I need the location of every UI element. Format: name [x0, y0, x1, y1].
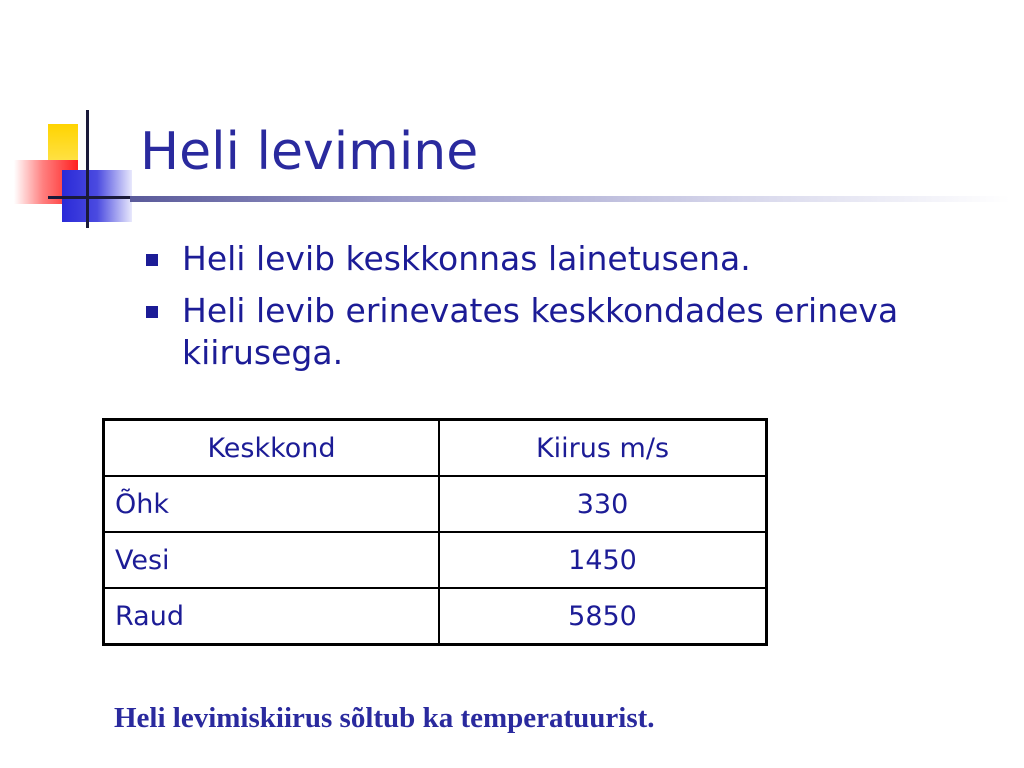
table-header-row	[104, 420, 767, 477]
cell-medium: Vesi	[104, 532, 440, 588]
cell-speed: 330	[439, 476, 767, 532]
cell-speed: 5850	[439, 588, 767, 645]
header-speed: Kiirus m/s	[439, 420, 767, 477]
bullet-item	[142, 238, 942, 280]
footer-note: Heli levimiskiirus sõltub ka temperatuurist.	[114, 702, 655, 734]
cell-speed: 1450	[439, 532, 767, 588]
table-row	[104, 588, 767, 645]
title-underline	[130, 196, 1010, 202]
slide-title: Heli levimine	[140, 122, 479, 182]
bullet-item	[142, 290, 942, 374]
bullet-text: Heli levib erinevates keskkondades erineva kiirusega.	[182, 291, 899, 372]
sound-speed-table	[102, 418, 768, 646]
header-medium: Keskkond	[104, 420, 440, 477]
table-row	[104, 532, 767, 588]
square-bullet-icon	[146, 254, 158, 266]
cell-medium: Raud	[104, 588, 440, 645]
square-bullet-icon	[146, 306, 158, 318]
table-row	[104, 476, 767, 532]
cell-medium: Õhk	[104, 476, 440, 532]
decor-vertical-line	[86, 110, 89, 228]
decor-horizontal-line	[48, 196, 138, 199]
bullet-text: Heli levib keskkonnas lainetusena.	[182, 239, 751, 278]
bullet-list	[142, 238, 942, 384]
